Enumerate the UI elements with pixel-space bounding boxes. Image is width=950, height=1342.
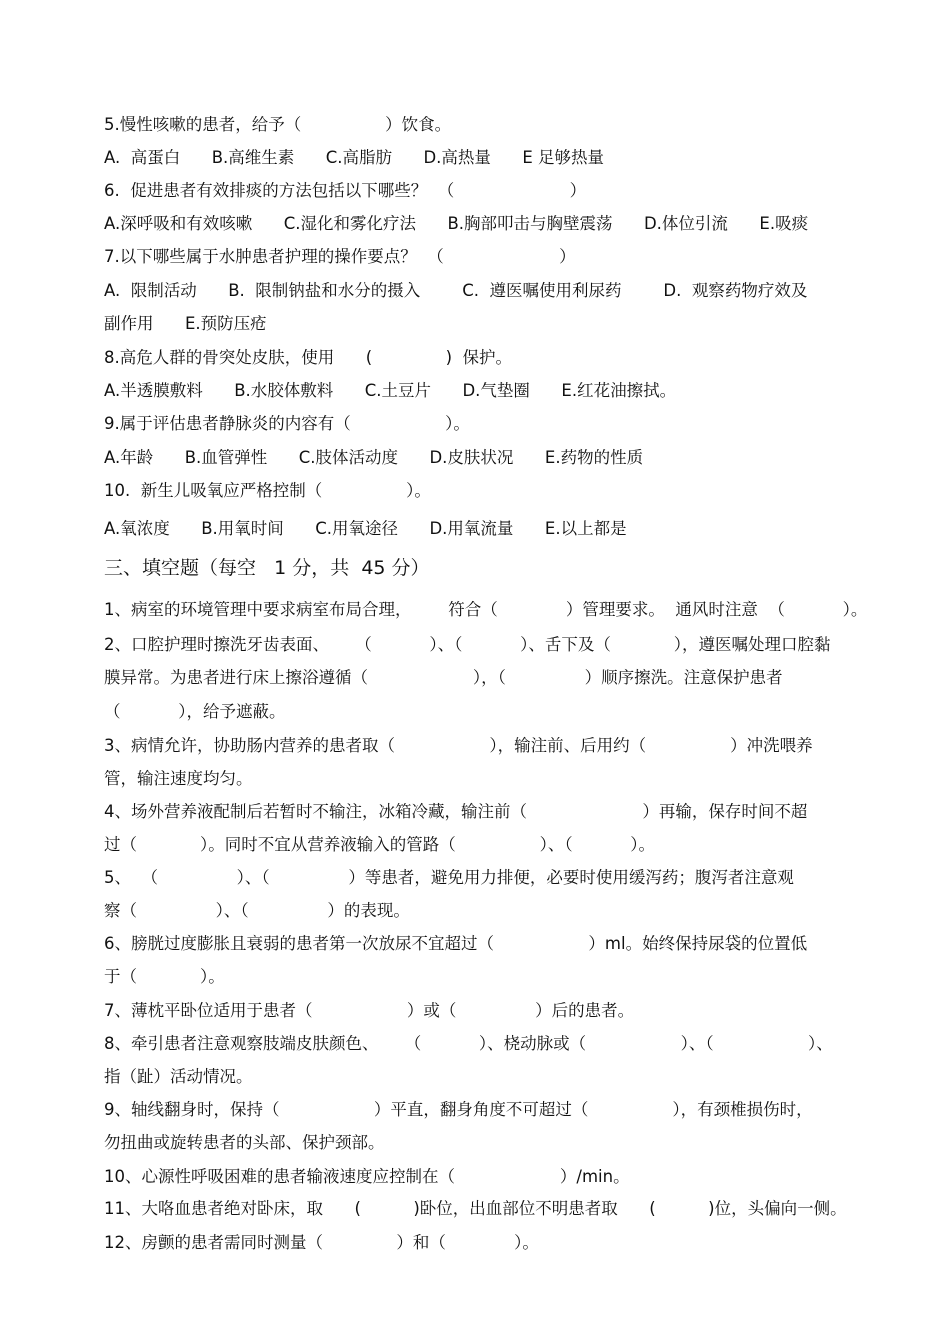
fill-2-line2: 膜异常。为患者进行床上擦浴遵循（ ），（ ）顺序擦洗。注意保护患者 [104, 668, 783, 687]
fill-4-line2: 过（ ）。同时不宜从营养液输入的管路（ ）、（ ）。 [104, 835, 656, 854]
q6-options: A.深呼吸和有效咳嗽 C.湿化和雾化疗法 B.胸部叩击与胸壁震荡 D.体位引流 E.吸痰 [104, 214, 809, 233]
q5-text: 5.慢性咳嗽的患者，给予（ ）饮食。 [104, 115, 452, 134]
q10-text: 10. 新生儿吸氧应严格控制（ ）。 [104, 481, 431, 500]
fill-7: 7、薄枕平卧位适用于患者（ ）或（ ）后的患者。 [104, 1001, 635, 1020]
fill-2-line3: （ ），给予遮蔽。 [104, 702, 286, 721]
q8-options: A.半透膜敷料 B.水胶体敷料 C.土豆片 D.气垫圈 E.红花油擦拭。 [104, 381, 677, 400]
fill-3-line2: 管，输注速度均匀。 [104, 769, 253, 788]
fill-3-line1: 3、病情允许，协助肠内营养的患者取（ ），输注前、后用约（ ）冲洗喂养 [104, 736, 813, 755]
q9-text: 9.属于评估患者静脉炎的内容有（ ）。 [104, 414, 470, 433]
q8-text: 8.高危人群的骨突处皮肤，使用 ( ) 保护。 [104, 348, 513, 367]
q5-options: A. 高蛋白 B.高维生素 C.高脂肪 D.高热量 E 足够热量 [104, 148, 605, 167]
q9-options: A.年龄 B.血管弹性 C.肢体活动度 D.皮肤状况 E.药物的性质 [104, 448, 644, 467]
fill-6-line1: 6、膀胱过度膨胀且衰弱的患者第一次放尿不宜超过（ ）ml。始终保持尿袋的位置低 [104, 934, 808, 953]
fill-1: 1、病室的环境管理中要求病室布局合理， 符合（ ）管理要求。 通风时注意 （ ）。 [104, 600, 868, 619]
fill-9-line1: 9、轴线翻身时，保持（ ）平直，翻身角度不可超过（ ），有颈椎损伤时， [104, 1100, 813, 1119]
fill-4-line1: 4、场外营养液配制后若暂时不输注，冰箱冷藏，输注前（ ）再输，保存时间不超 [104, 802, 808, 821]
fill-12: 12、房颤的患者需同时测量（ ）和（ ）。 [104, 1233, 539, 1252]
fill-8-line2: 指（趾）活动情况。 [104, 1067, 253, 1086]
fill-5-line2: 察（ ）、（ ）的表现。 [104, 901, 410, 920]
fill-2-line1: 2、口腔护理时擦洗牙齿表面、 （ ）、（ ）、舌下及（ ），遵医嘱处理口腔黏 [104, 635, 831, 654]
section-title: 三、填空题（每空 1 分，共 45 分） [104, 557, 430, 579]
q7-text: 7.以下哪些属于水肿患者护理的操作要点？ （ ） [104, 247, 576, 266]
fill-10: 10、心源性呼吸困难的患者输液速度应控制在（ ）/min。 [104, 1167, 630, 1186]
fill-8-line1: 8、牵引患者注意观察肢端皮肤颜色、 （ ）、桡动脉或（ ）、（ ）、 [104, 1034, 833, 1053]
q6-text: 6. 促进患者有效排痰的方法包括以下哪些？ （ ） [104, 181, 587, 200]
fill-9-line2: 勿扭曲或旋转患者的头部、保护颈部。 [104, 1133, 385, 1152]
q10-options: A.氧浓度 B.用氧时间 C.用氧途径 D.用氧流量 E.以上都是 [104, 519, 627, 538]
fill-6-line2: 于（ ）。 [104, 967, 225, 986]
fill-11: 11、大咯血患者绝对卧床，取 ( )卧位，出血部位不明患者取 ( )位，头偏向一侧。 [104, 1199, 847, 1218]
fill-5-line1: 5、 （ ）、（ ）等患者，避免用力排便，必要时使用缓泻药；腹泻者注意观 [104, 868, 794, 887]
q7-options-line2: 副作用 E.预防压疮 [104, 314, 267, 333]
q7-options-line1: A. 限制活动 B. 限制钠盐和水分的摄入 C. 遵医嘱使用利尿药 D. 观察药物疗效及 [104, 281, 808, 300]
